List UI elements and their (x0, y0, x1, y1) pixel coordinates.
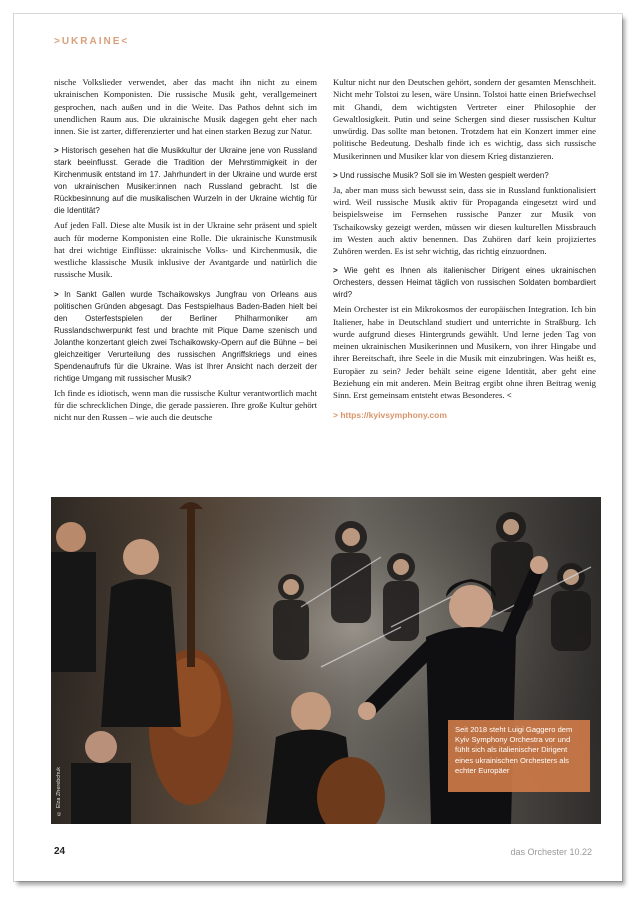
page-number: 24 (54, 846, 66, 857)
paragraph: Kultur nicht nur den Deutschen gehört, sondern der gesamten Menschheit. Nicht mehr Tolstoi zu lesen, wäre Unsinn. Tolstoi hatte einen Briefwechsel mit Ghandi, dem wichtigsten Vertreter einer Philosophie der Gewaltlosigkeit. Putin und seine Schergen sind dieser russischen Kultur unwürdig. Das sollte man betonen. Trotzdem hat ein Konzert immer eine politische Bedeutung. Deshalb finde ich es wichtig, dass sich russische Musikerinnen und Musiker klar von diesem Krieg distanzieren. (333, 77, 596, 161)
website-link[interactable]: > https://kyivsymphony.com (333, 410, 447, 421)
section-header: >UKRAINE< (54, 36, 130, 47)
interview-question: > Historisch gesehen hat die Musikkultur der Ukraine jene von Russland stark beeinflusst. Gerade die Tradition der Mehrstimmigkeit in der Kirchenmusik entstand im 17. Jahrhundert in der Ukraine und wurde erst von ukrainischen Musiker:innen nach Russland gebracht. Ist die Rückbesinnung auf die musikalischen Wurzeln in der Ukraine wichtig für die Identität? (54, 146, 317, 216)
magazine-issue: das Orchester 10.22 (510, 847, 592, 857)
paragraph: Ich finde es idiotisch, wenn man die russische Kultur verantwortlich macht für die schrecklichen Dinge, die gerade passieren. Ihre große Kultur gehört nicht nur den Russen – wie auch die deutsche (54, 387, 317, 422)
interview-question: > Wie geht es Ihnen als italienischer Dirigent eines ukrainischen Orchesters, dessen Heimat täglich von russischen Soldaten bombardiert wird? (333, 266, 596, 300)
orchestra-photo (51, 497, 601, 824)
question-marker: > (54, 146, 59, 156)
paragraph: Mein Orchester ist ein Mikrokosmos der europäischen Integration. Ich bin Italiener, habe in Deutschland studiert und unterrichte in Straßburg. Ich wurde aufgrund dieses Hintergrunds gewählt. Und lerne jeden Tag von meinen ukrainischen Musikerinnen und Musikern, von ihrer Hingabe und ihrer Bereitschaft, ihre Seele in die Musik mit einzubringen. Was heißt es, Europäer zu sein? Jeder behält seine eigene Identität, aber geht eine Beziehung ein mit anderen. Mein Beitrag ergibt ohne ihren Beitrag wenig Sinn. Erst gemeinsam entsteht etwas Besonderes. < (333, 304, 596, 400)
end-mark: < (506, 390, 512, 400)
photo-caption: Seit 2018 steht Luigi Gaggero dem Kyiv Symphony Orchestra vor und fühlt sich als italienischer Dirigent eines ukrainischen Orchesters als echter Europäer (448, 720, 590, 792)
question-marker: > (333, 266, 338, 276)
magazine-page (14, 14, 622, 881)
interview-question: > In Sankt Gallen wurde Tschaikowskys Jungfrau von Orleans aus politischen Gründen abgesagt. Das Festspielhaus Baden-Baden hielt bei den Osterfestspielen der Berliner Philharmoniker am Russlandschwerpunkt fest und brachte mit Pique Dame szenisch und Jolanthe konzertant gleich zwei Tschaikowsky-Opern auf die Bühne – bei gleichzeitiger Verurteilung des russischen Angriffskriegs und eines Spendenaufrufs für die Ukraine. Was ist Ihrer Ansicht nach derzeit der richtige Umgang mit russischer Musik? (54, 289, 317, 383)
question-marker: > (333, 170, 338, 180)
photo-credit: © Elza Zherebchuk (56, 767, 62, 816)
left-column (54, 76, 317, 431)
interview-question: > Und russische Musik? Soll sie im Westen gespielt werden? (333, 170, 549, 180)
paragraph: Ja, aber man muss sich bewusst sein, dass sie in Russland funktionalisiert wird. Weil russische Musik aktiv für Propaganda eingesetzt wird und beispielsweise im Fernsehen russische Panzer zur Musik von Tschaikowsky gezeigt werden, müssen wir diesen kulturellen Missbrauch im Westen auch aktiv benennen. Das Zuhören darf kein projiziertes Zuhören werden. Es ist sehr wichtig, das richtig einzuordnen. (333, 184, 596, 256)
right-column (333, 76, 596, 422)
question-marker: > (54, 289, 59, 299)
paragraph: Auf jeden Fall. Diese alte Musik ist in der Ukraine sehr präsent und spielt auch für moderne Komponisten eine Rolle. Die ukrainische Kunstmusik hat drei wichtige Einflüsse: ukrainische Volks- und Kirchenmusik, die westliche klassische Musik inklusive der Avantgarde und natürlich die russische Musik. (54, 220, 317, 280)
paragraph: nische Volkslieder verwendet, aber das macht ihn nicht zu einem ukrainischen Komponisten. Die russische Musik geht, verallgemeinert gesprochen, nach außen und in die Weite. Das Pathos dehnt sich im unendlichen Raum aus. Die ukrainische Musik dagegen geht eher nach innen. Sie ist zarter, differenzierter und hat einen starken Bezug zur Natur. (54, 77, 317, 136)
